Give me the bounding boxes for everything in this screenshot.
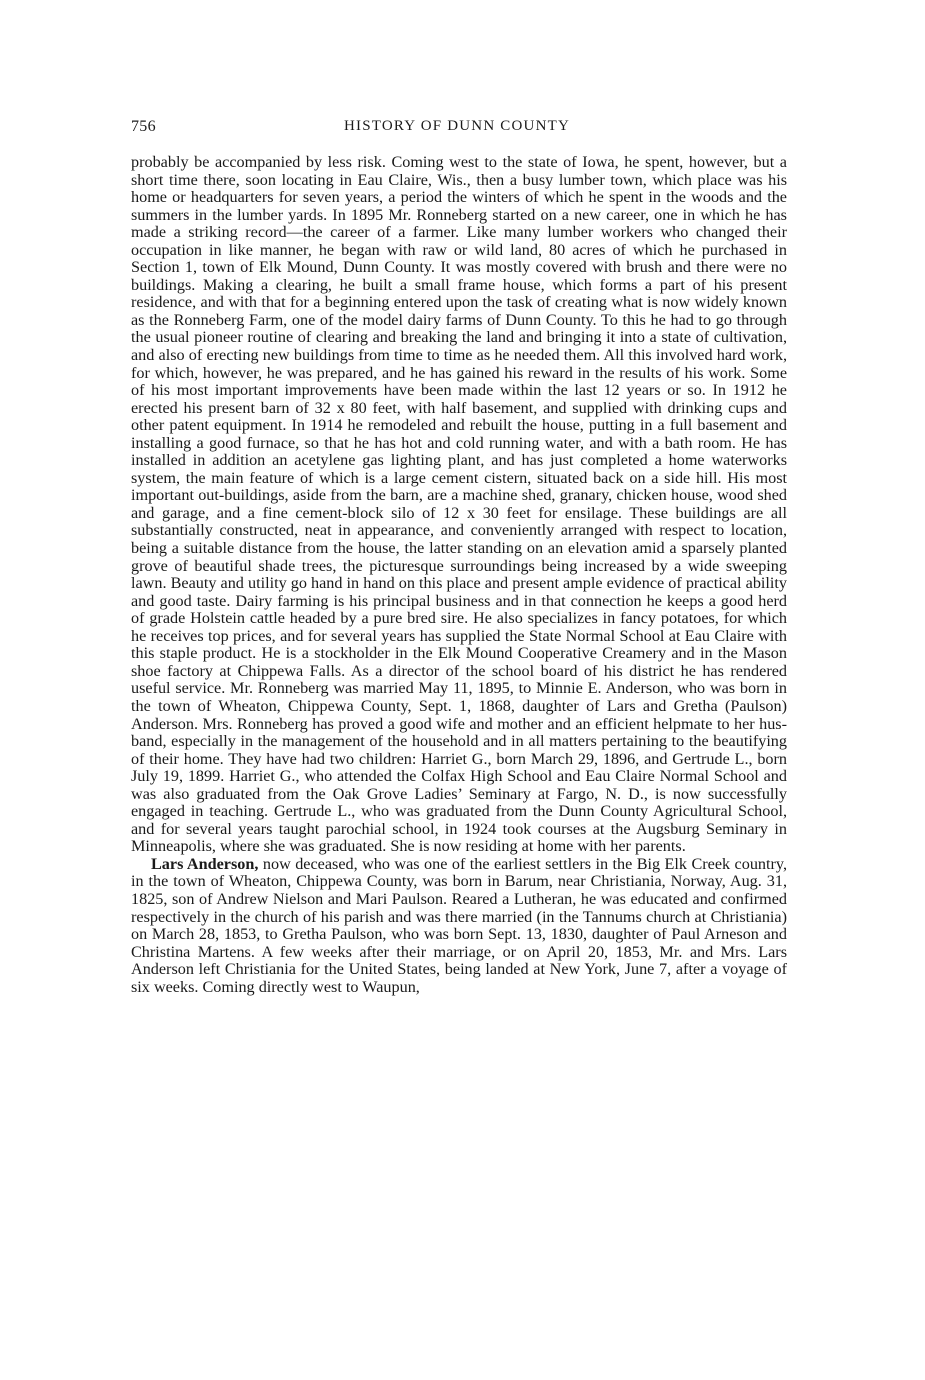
running-head: HISTORY OF DUNN COUNTY <box>344 118 570 134</box>
page-header <box>131 118 783 140</box>
body-text <box>131 154 787 996</box>
paragraph-lars-anderson <box>131 856 787 996</box>
paragraph-text: now deceased, who was one of the earliest settlers in the Big Elk Creek country, in the town of Wheaton, Chippewa County, was born in Barum, near Christiania, Norway, Aug. 31, 1825, son of Andrew Nielson and Mari Paulson. Reared a Lutheran, he was educated and confirmed respectively in the church of his parish and was there married (in the Tannums church at Christiania) on March 28, 1853, to Gretha Paulson, who was born Sept. 13, 1830, daughter of Paul Arneson and Christina Martens. A few weeks after their marriage, or on April 20, 1853, Mr. and Mrs. Lars Anderson left Christiania for the United States, being landed at New York, June 7, after a voyage of six weeks. Coming directly west to Waupun, <box>131 854 787 996</box>
page-number: 756 <box>131 118 156 135</box>
paragraph-ronneberg <box>131 154 787 856</box>
paragraph-lead-name: Lars Anderson, <box>151 854 259 873</box>
paragraph-text: probably be accompanied by less risk. Coming west to the state of Iowa, he spent, however, but a short time there, soon locating in Eau Claire, Wis., then a busy lumber town, which place was his home or headquarters for seven years, a period the winters of which he spent in the woods and the summers in the lumber yards. In 1895 Mr. Ronneberg started on a new career, one in which he has made a striking record—the career of a farmer. Like many lumber workers who changed their occupation in like manner, he began with raw or wild land, 80 acres of which he purchased in Section 1, town of Elk Mound, Dunn County. It was mostly covered with brush and there were no buildings. Making a clearing, he built a small frame house, which forms a part of his present residence, and with that for a beginning entered upon the task of creating what is now widely known as the Ronneberg Farm, one of the model dairy farms of Dunn County. To this he had to go through the usual pioneer routine of clearing and breaking the land and bringing it into a state of cultivation, and also of erecting new buildings from time to time as he needed them. All this involved hard work, for which, however, he was prepared, and he has gained his reward in the results of his work. Some of his most important improvements have been made within the last 12 years or so. In 1912 he erected his present barn of 32 x 80 feet, with half basement, and supplied with drinking cups and other patent equipment. In 1914 he remodeled and rebuilt the house, putting in a full basement and installing a good furnace, so that he has hot and cold running water, and with a bath room. He has installed in addition an acetylene gas lighting plant, and has just completed a home waterworks system, the main feature of which is a large cement cistern, situated back on a side hill. His most important out-buildings, aside from the barn, are a machine shed, granary, chicken house, wood shed and garage, and a fine cement-block silo of 12 x 30 feet for ensilage. These buildings are all substantially constructed, neat in appearance, and conveniently arranged with respect to location, being a suitable distance from the house, the latter standing on an elevation amid a sparsely planted grove of beautiful shade trees, the picturesque surroundings being increased by a wide sweeping lawn. Beauty and utility go hand in hand on this place and present ample evidence of practical ability and good taste. Dairy farming is his principal business and in that connection he keeps a good herd of grade Holstein cattle headed by a pure bred sire. He also specializes in fancy potatoes, for which he receives top prices, and for several years has supplied the State Normal School at Eau Claire with this staple product. He is a stockholder in the Elk Mound Cooperative Creamery and in the Mason shoe factory at Chippewa Falls. As a director of the school board of his district he has rendered useful service. Mr. Ronneberg was married May 11, 1895, to Minnie E. Anderson, who was born in the town of Wheaton, Chippewa County, Sept. 1, 1868, daughter of Lars and Gretha (Paulson) Anderson. Mrs. Ronneberg has proved a good wife and mother and an efficient helpmate to her husband, especially in the management of the household and in all matters pertaining to the beautifying of their home. They have had two children: Harriet G., born March 29, 1896, and Gertrude L., born July 19, 1899. Harriet G., who attended the Colfax High School and Eau Claire Normal School and was also graduated from the Oak Grove Ladies’ Seminary at Fargo, N. D., is now successfully engaged in teaching. Gertrude L., who was graduated from the Dunn County Agricultural School, and for several years taught parochial school, in 1924 took courses at the Augsburg Seminary in Minneapolis, where she was graduated. She is now residing at home with her parents. <box>131 153 787 856</box>
